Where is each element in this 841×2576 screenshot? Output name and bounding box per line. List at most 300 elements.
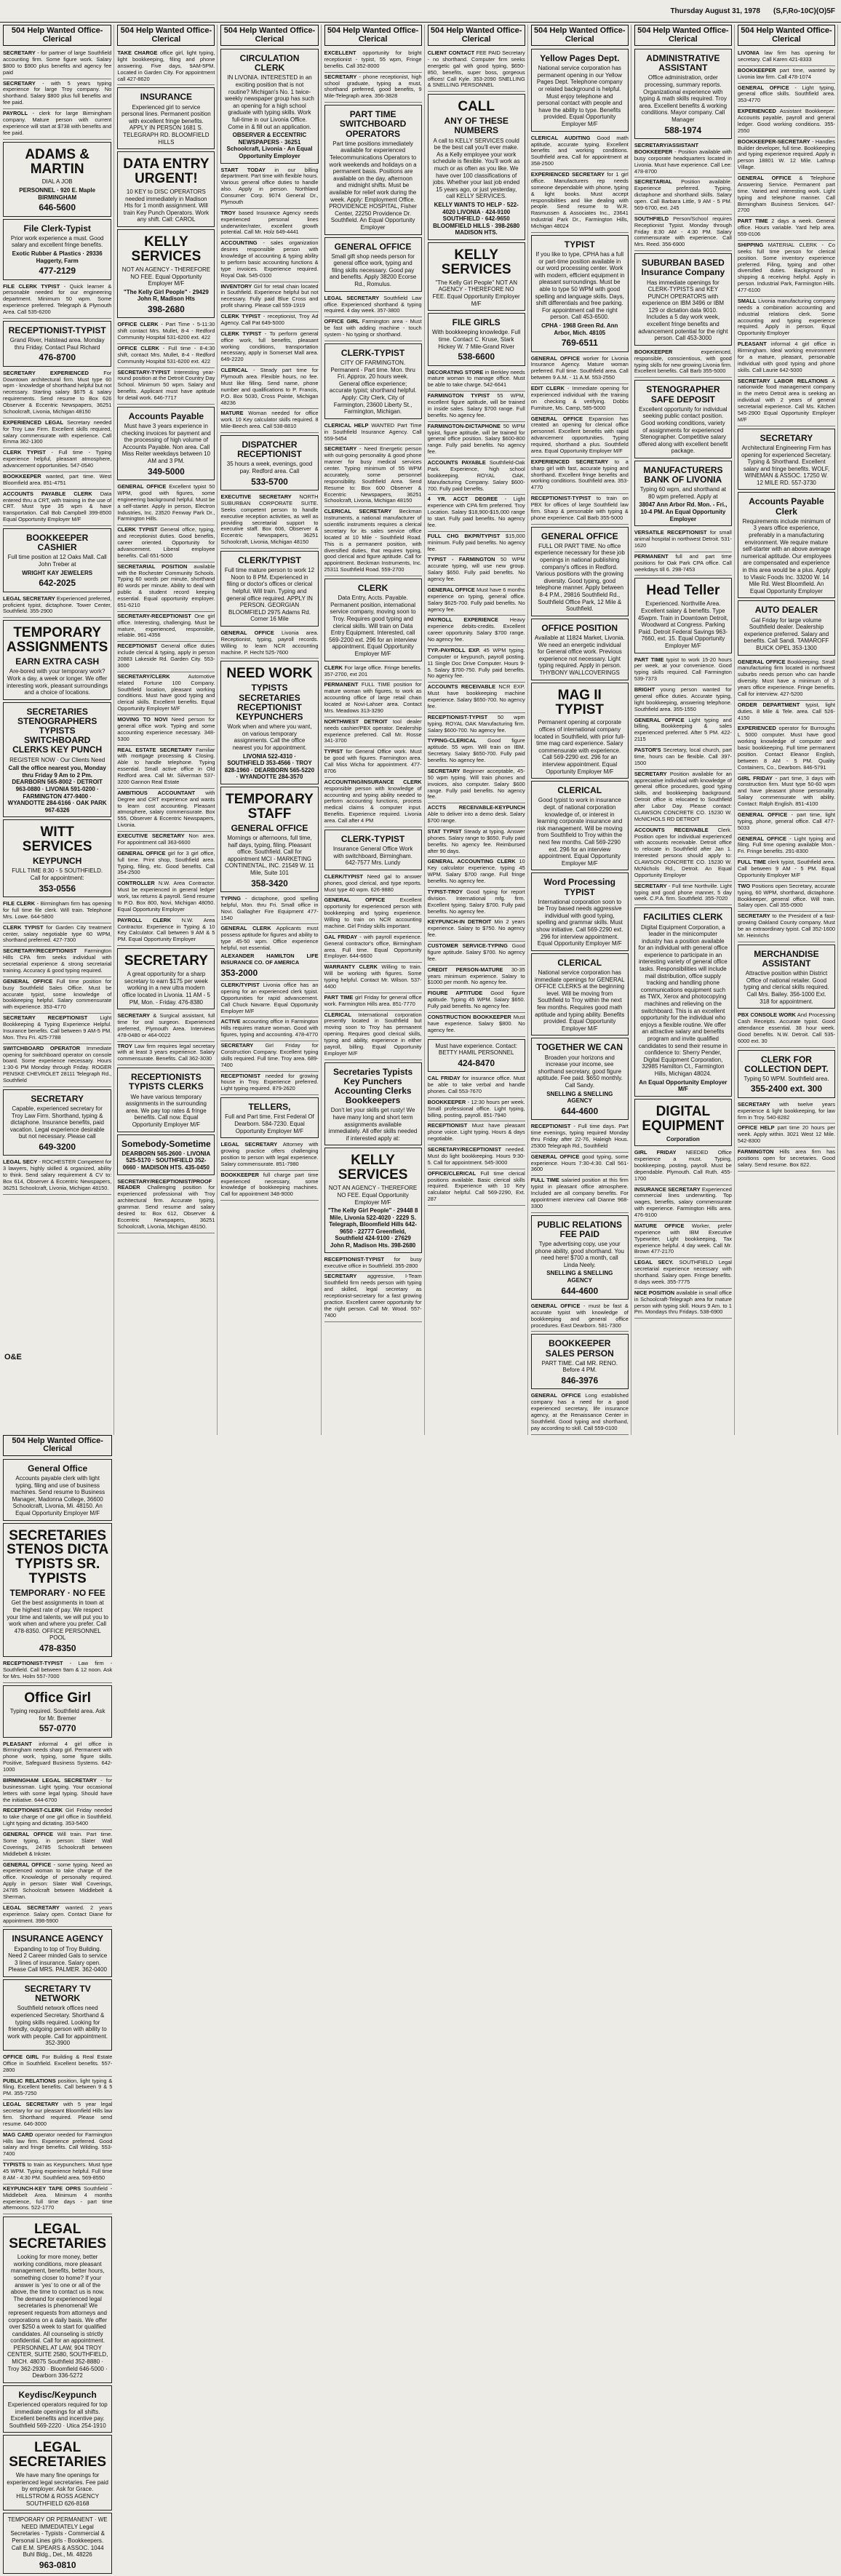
- classified-ad: [634, 1099, 732, 1146]
- classified-ad: [634, 1148, 732, 1185]
- classified-ad: [3, 977, 111, 1014]
- ad-lead: GENERAL OFFICE: [737, 658, 786, 665]
- classified-ad: [428, 966, 525, 990]
- ad-lead: GENERAL OFFICE: [3, 977, 53, 985]
- classified-ad: [3, 2185, 112, 2215]
- ad-lead: CLERK TYPIST: [3, 923, 44, 931]
- ad-lead: SECRETARY: [117, 1012, 151, 1019]
- ad-body: Law firm requires legal secretary with at least 3 years experience. Salary commensurate. Benefits. Call 362-3030: [117, 1042, 215, 1062]
- footer-mark: O&E: [4, 1353, 22, 1361]
- ad-body: for small animal hospital in northwest Detroit. 531-1620: [634, 529, 732, 549]
- ad-lead: SECRETARY EXPERIENCED: [3, 369, 89, 376]
- ad-body: Looking for more money, better working conditions, more pleasant management, benefits, better hours, something closer to home? If your answer is 'yes' to one or all of the above, the time to contact us is now. The demand for experienced legal secretaries is phenomenal! We represent requests from attorneys and corporations on a daily basis. We offer over $250 a week to start for qualified candidates. All counseling is strictly confidential. Call for an appointment. PERSONNEL AT LAW, 904 TROY CENTER, SUITE 2580, SOUTHFIELD, MICH. 48075 Southfield 352-8880 · Troy 362-2930 · Bloomfield 646-5000 · Dearborn 336-5272: [7, 2254, 108, 2380]
- ad-body: position, light typing & filing. Excellent benefits. Call between 9 & 5 PM. 355-7250: [3, 2077, 113, 2097]
- classified-ad: [634, 1289, 732, 1319]
- ad-body: We have various temporary assignments in the surrounding area. We pay top rates & fringe benefits. Call now. Equal Opportunity Employer M/F: [125, 1093, 207, 1128]
- ad-title: SECRETARY TV NETWORK: [24, 1983, 91, 2004]
- classified-ad: [531, 953, 629, 1036]
- ad-body: General office duties include clerical & typing, apply in person 20883 Lakeside Rd. Garden City. 553-3000: [117, 643, 215, 669]
- classified-ad: [634, 461, 732, 526]
- ad-body: Light Bookkeeping & Typing Experience Helpful. Insurance benefits. Call between 9 AM-5 PM. Mon. Thru Fri. 425-7788: [3, 1014, 112, 1041]
- ad-lead: SECRETARY/RECEPTIONIST: [3, 947, 77, 955]
- ad-lead: TYPISTS: [3, 2161, 25, 2168]
- ad-body: in our billing department. Part time with flexible hours. Various general office duties to handle also. Apply in person. Northland Consumer Corp. 9074 General Dr., Plymouth: [220, 166, 319, 205]
- ad-body: Automotive related Fortune 100 Company. Southfield location, pleasant working conditions. Must have good typing and clerical skills. Excellent benefits. Equal Opportunity Employer M/F: [117, 672, 215, 712]
- ad-lead: EXPERIENCED LEGAL: [3, 418, 64, 426]
- ad-body: - some typing. Need an experienced woman to take charge of the office. Knowledge of personalty required. Apply in person: Slater Wall Coverings, 24785 Schoolcraft between Middlebelt & Sherman.: [3, 1861, 113, 1900]
- ad-body: - for businessman. Light typing. Your occasional letters with some legal typing. Should have the initiative. 644-6700: [3, 1776, 113, 1803]
- classified-ad: [531, 872, 629, 951]
- ad-body: IN LIVONIA. INTERESTED in an exciting position that is not routine? Michigan's No. 1 twice-weekly newspaper group has such an opening for a high school graduate with typing skills. Work full-time in our Livonia Office. Come in & fill out an application.: [225, 74, 314, 130]
- ad-body: Southfield - Middlebelt Area. Minimum 4 months experience, full time days - part time afternoons. 522-1770: [3, 2185, 113, 2211]
- ad-body: - receptionist, Troy Ad Agency. Call Pat 649-5000: [220, 313, 319, 326]
- ad-lead: GENERAL ACCOUNTING CLERK: [427, 858, 516, 865]
- classified-ad: [117, 1134, 215, 1175]
- classified-ad: [220, 239, 318, 282]
- ad-body: Willing to train. Will be working with figures. Some typing helpful. Contact Mr. Wilson. 537-4400: [324, 963, 422, 990]
- classified-ad: [531, 1038, 629, 1120]
- ad-body: Good figure aptitude. Typing 45 WPM. Salary $650. Fully paid benefits. No agency fee.: [427, 990, 525, 1010]
- classified-ad: [324, 1272, 422, 1321]
- classified-ad: [738, 1050, 835, 1098]
- classified-ad: [324, 680, 422, 717]
- classified-ad: [531, 458, 629, 494]
- classified-ad: [3, 2053, 112, 2077]
- ad-body: Typing required. Southfield area. Ask for Mr. Bremer: [9, 1707, 105, 1722]
- ad-lead: BOOKKEEPER: [427, 1098, 466, 1105]
- ad-title: BOOKKEEPER CASHIER: [25, 533, 89, 553]
- section-code: (S,F,Ro-10C)(O)5F: [773, 7, 835, 15]
- classified-ad: [324, 747, 422, 778]
- ad-body: - part time, light typing, phone, general office. Call 477-5033: [737, 811, 835, 831]
- ad-body: Available at 11824 Market, Livonia. We need an energetic individual for General office work. Previous experience not necessary. Light typing required. Apply in person. THYBONY WALLCOVERINGS: [534, 635, 625, 676]
- ad-body: A great opportunity for a sharp secretary to earn $175 per week working in a new ultra modern office located in Livonia. 11 AM - 5 PM, Mon. - Friday. 476-8380: [121, 971, 210, 1006]
- classified-ad: [531, 1122, 629, 1153]
- classified-ad: [738, 600, 835, 655]
- ad-body: needed. Must do light bookkeeping. Hours 9:30-5. Call for appointment. 545-3000: [427, 1146, 525, 1166]
- ad-phone: 477-2129: [39, 266, 76, 277]
- classified-ad: [3, 219, 111, 280]
- classified-ad: [324, 237, 422, 292]
- ad-lead: ACCOUNTING/INSURANCE CLERK: [324, 778, 422, 785]
- ad-body: aggressive, I-Team Southfield firm needs person with typing and skilled, legal secretary as receptionist-secretary for a fast growing practice. Excellent career opportunity for the right person. Call Mr. Wood. 557-7400: [324, 1273, 422, 1319]
- ad-column: [634, 25, 735, 1435]
- ad-lead: SECRETARY/ASSISTANT BOOKKEEPER: [634, 142, 698, 155]
- classified-ad: [117, 1011, 215, 1042]
- ad-lead: CONSTRUCTION BOOKKEEPER: [427, 1013, 511, 1020]
- ad-body: Worker, prefer experience with IBM Executive Typewriter, Light bookkeeping, Tax experience helpful. 4 day week. Call Mr. Brown 477-2170: [634, 1222, 732, 1255]
- ad-lead: OFFICE/CLERICAL: [427, 1169, 477, 1177]
- ad-body: & Telephone Answering Service. Permanent part time. Varied and interesting work. Light typing and telephone manner. Call Birmingham Business Services. 647-2700: [737, 175, 835, 214]
- ad-body: typist to work 15-20 hours per week, at your convenience. Good typing skills required. Call Farmington 539-7373: [634, 656, 732, 683]
- ad-body: $15,000 minimum. Fully paid benefits. No agency fee.: [427, 532, 525, 552]
- ad-display-title: Head Teller: [646, 583, 720, 599]
- ad-body: 30-35 years minimum experience. Salary to $1000 per month. No agency fee.: [427, 966, 525, 986]
- ad-lead: EXPERIENCED: [737, 108, 776, 115]
- ad-body: Secretary needed for Troy Law Firm. Excellent skills required, salary commensurate with experience. Call Emma 362-1300: [3, 418, 112, 445]
- ad-body: 50 WPM typist, figure aptitude, will be trained for general office position. Salary $600-800 range. Fully paid benefits. No agency fee.: [427, 422, 525, 456]
- classified-ad: [324, 664, 422, 681]
- ad-detail: PERSONNEL · 920 E. Maple BIRMINGHAM: [19, 187, 96, 201]
- ad-body: Challenging position for experienced professional with Troy architectural firm. Accurate typing, grammar. Send resume and salary desired to: Box 612, Observer & Eccentric Newspapers, 36251 Schoolcraft, Livonia, Michigan 48150.: [117, 1184, 215, 1230]
- ad-body: - Need Energetic person with out-going personality & good phone manner for busy medical services center. Typing minimum of 55 WPM accurately, some personnel responsibility. Southfield Area. Send Resume to: Box 600 Observer & Eccentric Newspapers, 36251 Schoolcraft, Livonia, Michigan 48150: [324, 445, 422, 504]
- ad-lead: CLERK TYPIST: [220, 313, 261, 320]
- ad-lead: FARMINGTON-DICTAPHONE: [427, 422, 501, 429]
- classified-ad: [428, 857, 525, 888]
- classified-ad: [531, 781, 629, 870]
- ad-lead: PLEASANT: [3, 1740, 32, 1747]
- ad-lead: ACCOUNTS PAYABLE: [427, 459, 486, 466]
- classified-ad: [3, 899, 111, 923]
- ad-body: Clerk. Position open for individual experienced with accounts receivable. Detroit office to relocate in Southfield after Jan 1. Interested persons should apply to: CLAWSON CONCRETE CO. 15230 W. McNichols Rd., Detroit. An Equal Opportunity Employer: [634, 826, 732, 878]
- classified-ad: [428, 767, 525, 803]
- ad-lead: RECEPTIONIST: [117, 643, 157, 650]
- ad-detail: Exotic Rubber & Plastics · 29336 Haggerty, Farm: [12, 250, 103, 264]
- ad-display-title: TEMPORARY STAFF: [226, 791, 314, 822]
- ad-body: Position available for an appreciative individual with knowledge of general office procedures, good typing skills, and bookkeeping background. Detroit office is relocated to Southfield after Labor Day. Please contact: CLAWSON CONCRETE CO. 15230 W. McNICHOLS RD DETROIT: [634, 770, 732, 822]
- ad-title: Word Processing TYPIST: [543, 877, 615, 897]
- ad-lead: PLEASANT: [737, 341, 767, 348]
- ad-body: 2 days a week. General office. Hours variable. Yard help area. 559-0106: [737, 218, 835, 238]
- ad-lead: WARRANTY CLERK: [324, 963, 378, 971]
- ad-body: Girl Friday for Construction Company. Excellent typing skills required. Full time. Troy area. 689-7400: [220, 1042, 319, 1068]
- ad-lead: GENERAL OFFICE: [737, 811, 788, 818]
- classified-ad: [3, 1979, 112, 2051]
- ad-lead: CLERICAL: [220, 367, 248, 374]
- ad-lead: GENERAL OFFICE: [530, 1302, 581, 1309]
- classified-ad: [3, 2385, 112, 2433]
- column-heading: 504 Help Wanted Office-Clerical: [220, 25, 318, 46]
- ad-lead: GENERAL OFFICE: [530, 1392, 581, 1399]
- classified-ad: [220, 209, 318, 239]
- ad-lead: TWO: [737, 882, 751, 889]
- ad-body: - Full time Northville. Light typing and good phone manner, 5 day week. C.P.A. firm. Southfield. 355-7020: [634, 882, 732, 902]
- classified-ad: [220, 894, 318, 925]
- ad-lead: CLERK/TYPIST: [220, 982, 260, 989]
- ad-lead: EXPERIENCED: [737, 725, 776, 732]
- classified-ad: [3, 1830, 112, 1861]
- ad-lead: RECEPTIONIST: [220, 1072, 261, 1079]
- ad-lead: PASTOR'S: [634, 747, 661, 754]
- ad-display-title: CALL: [458, 99, 495, 115]
- ad-lead: OFFICE CLERK: [117, 344, 159, 351]
- ad-lead: CAL FRIDAY: [427, 1075, 461, 1082]
- ad-body: experienced, responsible, conscientious, with good typing skills for new growing Livonia firm. Excellent benefits. Call Barb 355-5000: [634, 348, 732, 375]
- classified-ad: [428, 1169, 525, 1206]
- ad-body: National service corporation has immediate openings for GENERAL OFFICE CLERKS at the beginning level. Will be moving from Southfield to Troy within the next few months. Requires good math aptitude and typing ability. Benefits provided. Equal Opportunity Employer M/F: [534, 969, 625, 1032]
- classified-ad: [220, 409, 318, 433]
- ad-lead: EXCELLENT: [324, 49, 356, 57]
- ad-lead: FARMINGTON TYPIST: [427, 392, 490, 399]
- column-heading: 504 Help Wanted Office-Clerical: [3, 1435, 112, 1456]
- ad-body: based Insurance Agency needs experienced personal lines underwriter/rater, excellent growth potential. Call Mr. Holz 649-4441: [220, 209, 319, 236]
- classified-ad: [634, 907, 732, 1096]
- ad-body: Good typing for report division. International mfg. firm. Excellent typing. Salary $700. Fully paid benefits. No agency fee.: [427, 888, 525, 915]
- classified-ad: [117, 612, 215, 643]
- ad-lead: TYPING-CLERICAL: [427, 737, 477, 744]
- classified-ad: [531, 384, 629, 415]
- classified-ad: [3, 1776, 112, 1807]
- ad-lead: LEGAL SECY.: [634, 1259, 674, 1266]
- ad-body: Must have pleasant phone voice. Light typing. Hours & days negotiable.: [427, 1122, 525, 1142]
- ad-phone: 398-2680: [148, 303, 185, 314]
- classified-ad: [3, 528, 111, 592]
- ad-detail: WRIGHT KAY JEWELERS: [22, 569, 93, 576]
- classified-ad: [324, 343, 422, 419]
- ad-body: - must be fast & accurate typist with knowledge of bookkeeping and general office procedures. East Dearborn. 581-7300: [530, 1302, 629, 1329]
- ad-body: - with payroll experience. General contractor's office, Birmingham area. Full time. Equal Opportunity Employer. 644-6600: [324, 933, 422, 960]
- ad-lead: SECRETARY: [634, 770, 667, 777]
- ad-body: Applicants must possess aptitude for figures and ability to type 45-50 wpm. Office experience helpful, not essential.: [220, 925, 319, 952]
- ad-body: Part time positions immediately available for experienced Telecommunications Operators to work weekends and holidays on a permanent basis. Positions are available on the day, afternoon and midnight shifts. Must be available for relief work during the week. Apply: Employment Office. PROVIDENCE HOSPITAL, Fisher Center, 22250 Providence Dr. Southfield. An Equal Opportunity Employer: [329, 140, 417, 231]
- ad-title: TYPISTS SECRETARIES RECEPTIONIST KEYPUNCHERS: [236, 683, 303, 722]
- classified-ad: [531, 1334, 629, 1389]
- ad-body: Southfield Law office. Experienced shorthand & typing required. 4 day week. 357-3800: [324, 294, 422, 314]
- ad-detail: 38047 Ann Arbor Rd. Mon. - Fri., 10-4 PM. An Equal Opportunity Employer: [639, 501, 728, 522]
- ad-body: full charge part time experienced necessary, some knowledge of bookkeeping machines. Call for appointment 348-9000: [220, 1171, 319, 1198]
- ad-lead: STAT TYPIST: [427, 827, 462, 835]
- ad-display-title: SECRETARIES STENOS DICTA TYPISTS SR. TYPISTS: [7, 1527, 109, 1587]
- classified-ad: [738, 377, 835, 426]
- classified-ad: [428, 242, 525, 311]
- ad-body: - with 5 years typing experience for large Troy company. No shorthand. Salary $800 plus full benefits and fee paid.: [3, 79, 112, 106]
- ad-body: Data Entry, Accts. Payable. Permanent position, international service company, moving soon to Troy. Requires good typing and clerical skills. Will train on Data Entry Equipment. Interested, call 569-2200 ext. 296 for an interview appointment. Equal Opportunity Employer M/F: [329, 595, 418, 658]
- ad-lead: SECRETARIAL: [634, 178, 672, 186]
- ad-body: SOUTHFIELD Legal secretarial experience necessary with shorthand. Salary open. Fringe benefits. 8 days week. 355-7775: [634, 1259, 732, 1285]
- ad-body: Good figure aptitude. Salary $700. No agency fee.: [427, 942, 525, 962]
- ad-body: for insurance office. Must be able to take verbal and handle phones. Call 553-7670: [427, 1075, 525, 1094]
- ad-title: CIRCULATION CLERK: [239, 53, 300, 73]
- ad-lead: PUBLIC RELATIONS: [3, 2077, 56, 2084]
- classified-ad: [634, 348, 732, 378]
- classified-ad: [738, 945, 835, 1009]
- classified-ad: [3, 418, 111, 449]
- classified-ad: [3, 595, 111, 619]
- ad-display-title: LEGAL SECRETARIES: [9, 2222, 107, 2252]
- classified-ad: [428, 368, 525, 392]
- ad-lead: ACCTS RECEIVABLE-KEYPUNCH: [427, 804, 525, 811]
- ad-body: NEEDED Office experience a must. Typing, bookkeeping, posting, payroll. Must be dependable. Plymouth. Call Ruth. 455-1700: [634, 1149, 732, 1182]
- ad-body: Typing 60 wpm, and shorthand at 80 wpm preferred. Apply at: [639, 486, 726, 500]
- ad-body: informal 4 girl office in Birmingham needs sharp girl. Permanent with phone work, typing, some figure skills. Positive, Safeguard Business Systems. 642-1000: [3, 1740, 113, 1773]
- ad-title: RECEPTIONISTS TYPISTS CLERKS: [129, 1072, 204, 1092]
- ad-body: 10 Key calculator experience, typing 45 WPM. Salary $700 range. Full fringe benefits. No agency fee.: [427, 858, 525, 885]
- ad-title: FACILITIES CLERK: [643, 912, 723, 923]
- ad-lead: GENERAL OFFICE: [737, 84, 789, 91]
- ad-body: Person/School requires Receptionist Typist. Monday through Friday 8:30 AM - 4:30 PM. Salary commensurate with experience. Call Mrs. Reed. 356-6900: [634, 215, 732, 248]
- classified-ad: [3, 321, 111, 367]
- classified-ad: [428, 646, 525, 683]
- ad-column: [3, 25, 114, 1435]
- ad-body: - Part Time - 5-11:30 shift contact Mrs. Mullet, 8-4 - Redford Community Hospital 531-6200 ext. 422: [117, 321, 215, 341]
- ad-lead: SWITCHBOARD OPERATOR: [3, 1044, 81, 1052]
- ad-detail: Call the office nearest you, Monday thru Friday 9 Am to 2 Pm. DEARBORN 565-8002 · DETROIT 963-0880 · LIVONIA 591-0200 · FARMINGTON 477-9400 · WYANDOTTE 284-6166 · OAK PARK 967-6326: [7, 765, 107, 814]
- ad-body: Has immediate openings for CLERK-TYPISTS and KEY PUNCH OPERATORS with experience on IBM 3496 or IBM 129 or dictation data 9010. Includes a 5 day work week, excellent fringe benefits and advancement potential for the right person. Call 453-3000: [638, 279, 728, 342]
- ad-body: for Garden City treatment center, salary negotiable type 60 WPM, shorthand preferred. 427-7300: [3, 923, 112, 944]
- column-heading: 504 Help Wanted Office-Clerical: [117, 25, 215, 46]
- ad-body: - Light typing and filing. Full time opening available Mon.-Fri. Fringe benefits. 291-8300: [737, 835, 835, 855]
- ad-lead: SECRETARY: [220, 1042, 254, 1049]
- ad-body: One girl office. Interesting, challenging. Must be mature, experienced, responsible, reliable. 961-4356: [117, 612, 215, 639]
- ad-body: Mornings or afternoons, full time, half days, typing, filing. Pleasant office. Southfield. Call for appointment MCI - MARKETING CONTINENTAL, INC. 21549 W. 11 Mile, Suite 101: [225, 834, 314, 876]
- ad-lead: GENERAL OFFICE: [634, 716, 685, 723]
- ad-body: Excellent opportunity for experienced person with bookkeeping and typing experience. Willing to train on NCR accounting machine. Girl Friday skills important.: [324, 897, 422, 929]
- ad-body: 35 hours a week, evenings, good pay. Redford area. Call: [226, 461, 313, 475]
- column-heading: 504 Help Wanted Office-Clerical: [428, 25, 525, 46]
- classified-ad: [634, 253, 732, 346]
- ad-body: office girl, light typing, light bookkeeping, filing and phone answering. Five days, 9AM-5PM. Located in Garden City. For appointment call 427-8620: [117, 49, 215, 82]
- ad-lead: OFFICE GIRL: [324, 318, 360, 325]
- ad-body: CITY OF FARMINGTON. Permanent - Part time. Mon. thru Fri. Approx. 20 hours week. General office experience; accurate typist; shorthand helpful. Apply: City Clerk, City of Farmington, 23600 Liberty St., Farmington, Michigan.: [329, 359, 417, 416]
- ad-lead: SECRETARY LABOR RELATIONS: [737, 377, 828, 384]
- classified-ad: [738, 340, 835, 376]
- ad-lead: CONTROLLER: [117, 880, 155, 887]
- ad-phone: 557-0770: [39, 1723, 76, 1734]
- column-heading: 504 Help Wanted Office-Clerical: [531, 25, 629, 46]
- classified-ad: [3, 1740, 112, 1776]
- ad-body: to train as Keypunchers. Must type 45 WPM. Typing experience helpful. Full time 8 AM - 4:30 PM. Southfield area. 569-8550: [3, 2161, 113, 2181]
- ad-title: CLERK/TYPIST: [238, 555, 301, 566]
- ad-body: - part time, 3 days with construction firm. Must type 50-60 wpm and have pleasant phone personality. Salary commensurate with ability. Contact: Ralph English. 851-4100: [737, 774, 835, 808]
- ad-lead: START TODAY: [220, 166, 266, 173]
- classified-ad: [531, 235, 629, 352]
- classified-ad: [3, 369, 111, 418]
- ad-body: with Degree and CRT experience and wants to learn cost accounting. Pleasant atmosphere, salary commensurate. Box 555, Observer & Eccentric Newspapers, Livonia.: [117, 789, 215, 829]
- ad-body: Grand River, Halstead area. Monday thru Friday. Contact Paul Richard: [9, 337, 105, 351]
- ad-lead: EXECUTIVE SECRETARY: [117, 832, 185, 840]
- ad-body: Livonia manufacturing company needs a combination accounting and industrial relations clerk. Some accounting and typing experience required. Apply in person. Equal Opportunity Employer: [737, 297, 835, 337]
- ad-title: CLERK FOR COLLECTION DEPT.: [744, 1054, 829, 1074]
- classified-ad: [3, 1459, 112, 1521]
- classified-ad: [738, 1011, 835, 1047]
- ad-title: RECEPTIONIST-TYPIST: [8, 325, 106, 335]
- classified-ad: [3, 620, 111, 699]
- ad-body: Full time position for busy Southfield Sales Office. Must be accurate typist, some knowledge of bookkeeping helpful. Salary commensurate with experience. 353-4770: [3, 977, 112, 1011]
- ad-body: good typing, some experience. Hours 7:30-4:30. Call 561-3600: [530, 1153, 629, 1173]
- ad-body: Bookkeeping. Small manufacturing firm located in northwest suburbs needs person who can handle diversity. Must have a minimum of 3 years office experience. Fringe benefits. Call for interview. 427-5200: [737, 658, 835, 697]
- page-header: [0, 0, 841, 23]
- ad-body: tool dealer needs cashier/PBX operator. Dealership experience preferred. Call Mr. Rosse 341-3700: [324, 717, 422, 744]
- classified-ad: [117, 344, 215, 368]
- classified-ad: [428, 888, 525, 918]
- ad-lead: TAKE CHARGE: [117, 49, 158, 57]
- classified-ad: [531, 354, 629, 385]
- ad-lead: PAYROLL CLERK: [117, 916, 172, 923]
- ad-body: - Steady part time for Plymouth area. Flexible hours, no fee. Must like filling. Send name, phone number and qualifications to P. Francis, P.O. Box 5030, Cross Pointe, Michigan 48236: [220, 367, 319, 406]
- classified-ad: [324, 993, 422, 1011]
- ad-body: Need person for general office work. Typing and some accounting experience necessary. 348-5300: [117, 716, 215, 742]
- ad-title: SUBURBAN BASED Insurance Company: [641, 258, 725, 278]
- classified-ad: [324, 421, 422, 445]
- ad-lead: EDIT CLERK: [530, 385, 565, 392]
- classified-ad: [738, 1100, 835, 1124]
- ad-body: girl for 3 girl office, full time. Print shop, Southfield area. Typing, filing, etc. Good benefits. Call 354-2500: [117, 849, 215, 876]
- classified-ad: [428, 1074, 525, 1098]
- ad-body: Will train. Part time. Some typing, in person: Slater Wall Coverings, 24785 Schoolcraft between Middlebelt & Inkster.: [3, 1831, 113, 1857]
- classified-ad: [634, 882, 732, 906]
- ad-lead: SECRETARY: [3, 79, 36, 87]
- classified-ad: [3, 1044, 111, 1087]
- ad-display-title: LEGAL SECRETARIES: [9, 2440, 107, 2470]
- classified-ad: [531, 494, 629, 525]
- ad-title: Accounts Payable: [128, 410, 204, 421]
- ad-body: Excellent typist 50 WPM, good with figures, some engineering background helpful. Must be a self-starter. Apply in person, Electron Industries, Inc. 23520 Fenway Park Dr., Farmington Hills.: [117, 483, 215, 522]
- ad-detail: SNELLING & SNELLING AGENCY: [546, 1090, 613, 1105]
- ad-lead: MOVING TO NOVI: [117, 716, 168, 723]
- ad-body: operator for Burroughs L 5000 computer. Must have good working knowledge of computer and basic bookkeeping. Full time permanent position. Contact Eleanor English, between 8 AM - 5 PM. Quality Containers, Co., Dearborn. 846-5791: [737, 725, 835, 771]
- ad-lead: GENERAL OFFICE: [3, 1861, 52, 1868]
- ad-lead: SECRETARY/CLERK: [117, 672, 170, 680]
- classified-ad: [738, 107, 835, 138]
- ad-body: Assistant Bookkeeper. Accounts payable, payroll and general ledger. Good working conditions. 355-2550: [737, 108, 835, 134]
- ad-body: WANTED Part Time in Southfield Insurance Agency. Call 559-5454: [324, 421, 422, 442]
- ad-lead: ORDER DEPARTMENT: [737, 701, 800, 708]
- classified-ad: [738, 84, 835, 108]
- ad-lead: TYP.-PAYROLL EXP.: [427, 646, 480, 653]
- ad-lead: BOOKKEEPER-SECRETARY: [737, 138, 810, 145]
- ad-phone: 646-5600: [39, 202, 76, 213]
- classified-ad: [738, 701, 835, 725]
- classified-ad: [117, 715, 215, 746]
- classified-ad: [531, 1391, 629, 1434]
- classified-ad: [634, 1185, 732, 1222]
- ad-column: [428, 25, 528, 1435]
- ad-title: Somebody-Sometime: [121, 1138, 211, 1149]
- ad-body: with twelve years experience & light bookkeeping, for law firm in Troy. 540-8282: [737, 1100, 835, 1121]
- classified-ad: [428, 1098, 525, 1122]
- classified-ad: [738, 912, 835, 942]
- ad-lead: MATURE OFFICE: [634, 1222, 685, 1229]
- ad-lead: TROY: [117, 1042, 132, 1049]
- classified-ad: [738, 241, 835, 297]
- classified-ad: [117, 320, 215, 344]
- ad-lead: SECRETARY: [324, 1273, 357, 1280]
- ad-body: Full and Part time, First Federal Of Dearborn. 584-7230. Equal Opportunity Employer M/F: [225, 1113, 314, 1134]
- ad-body: Typing 50 WPM. Southfield area.: [744, 1075, 829, 1082]
- classified-ad: [3, 2513, 112, 2574]
- classified-ad: [220, 787, 318, 892]
- classified-ad: [531, 134, 629, 170]
- ad-body: Beginner acceptable, 45-50 wpm typing. Will train phones and invoices, also computer. Salary $600 range. Fully paid benefits. No agency fee.: [427, 767, 525, 800]
- ad-title: KEYPUNCH: [33, 856, 82, 867]
- classified-ad: [3, 2077, 112, 2101]
- ad-body: Broaden your horizons and increase your income, see shorthand secretary, good figure aptitude. Fee paid. $650 monthly. Call Sandy.: [536, 1054, 623, 1089]
- ad-body: Full time clerical positions available. Basic clerical skills required. Experience with 10 Key calculator helpful. Call 569-2290, Ext. 287: [427, 1169, 525, 1203]
- classified-ad: [3, 448, 111, 472]
- ad-lead: FULL TIME: [530, 1177, 559, 1184]
- ad-lead: AMBITIOUS ACCOUNTANT: [117, 789, 196, 796]
- ad-lead: CLERICAL SECRETARY: [324, 508, 392, 515]
- ad-lead: GENERAL OFFICE: [3, 1831, 53, 1838]
- ad-body: part time 20 hours per week. Apply within. 3021 West 12 Mile. 542-8300: [737, 1124, 835, 1145]
- ad-lead: GENERAL OFFICE: [427, 586, 475, 593]
- ad-lead: TYPIST - FARMINGTON: [427, 556, 495, 563]
- ad-body: available with the Rochester Community Schools. Typing 60 words per minute, shorthand 80 words per minute. Ability to deal with public & student record keeping essential. Equal opportunity employer. 651-6210: [117, 562, 215, 608]
- ad-body: Experienced girl to service personal lines. Permanent position with excellent fringe benefits. APPLY IN PERSON 1681 S. TELEGRAPH RD. BLOOMFIELD HILLS: [121, 103, 211, 146]
- ad-body: NOT AN AGENCY - THEREFORE NO FEE. Equal Opportunity Employer M/F: [328, 1185, 418, 1206]
- classified-ad: [3, 1861, 112, 1904]
- ad-body: - Quick learner & personable needed for our engineering department. Minimum 50 wpm. Some experience preferred. Telegraph & Plymouth Area. Call 535-6200: [3, 282, 112, 316]
- ad-body: for General Office work. Must be good with figures. Farmington area. Call Miss Wicha for appointment. 477-8706: [324, 748, 422, 774]
- ad-lead: GIRL FRIDAY: [737, 774, 773, 782]
- ad-phone: 588-1974: [664, 124, 702, 135]
- ad-lead: SECRETARY: [427, 767, 461, 774]
- ad-display-title: ADAMS & MARTIN: [25, 146, 89, 177]
- ad-lead: BOOKKEEPER: [737, 66, 776, 73]
- classified-ad: [634, 716, 732, 747]
- ad-lead: BIRMINGHAM LEGAL SECRETARY: [3, 1776, 97, 1784]
- ad-lead: GENERAL OFFICE: [530, 415, 583, 422]
